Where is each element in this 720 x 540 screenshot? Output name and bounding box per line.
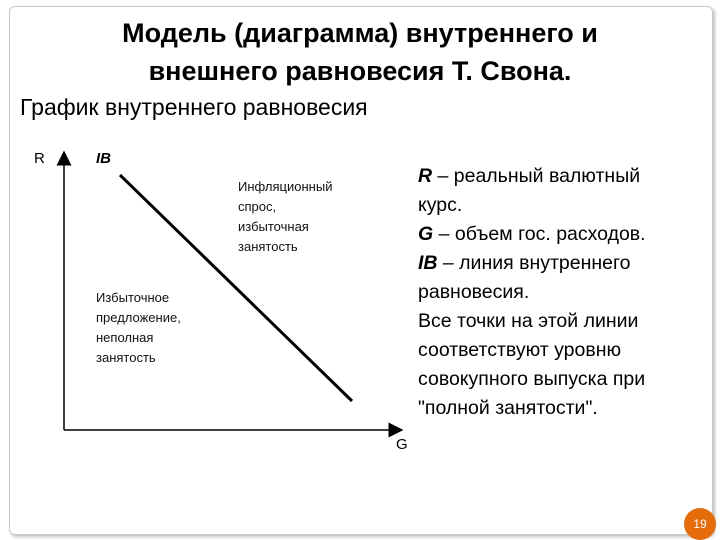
y-axis-label: R: [34, 150, 45, 167]
note-above-line: избыточная: [238, 219, 309, 234]
legend-r-key: R: [418, 165, 433, 187]
legend-note-line: "полной занятости".: [418, 397, 598, 419]
note-below-line: предложение,: [96, 310, 181, 325]
x-axis-label: G: [396, 436, 408, 453]
ib-line-label: IB: [96, 150, 111, 167]
legend-g-key: G: [418, 223, 434, 245]
note-inflationary-demand: [238, 177, 332, 257]
note-excess-supply: [96, 288, 181, 368]
legend-note-line: совокупного выпуска при: [418, 368, 646, 390]
legend-note-line: соответствуют уровню: [418, 339, 622, 361]
slide-subtitle: График внутреннего равновесия: [20, 94, 368, 120]
legend-note-line: Все точки на этой линии: [418, 310, 639, 332]
title-line-2: внешнего равновесия Т. Свона.: [148, 56, 572, 86]
legend-ib: [418, 249, 708, 278]
legend-r-cont: курс.: [418, 194, 463, 216]
legend-r-text: – реальный валютный: [432, 165, 641, 187]
legend-g-text: – объем гос. расходов.: [433, 223, 646, 245]
page-number-badge: 19: [684, 508, 716, 540]
note-below-line: неполная: [96, 330, 154, 345]
legend-r: [418, 162, 708, 191]
legend-ib-cont: равновесия.: [418, 281, 530, 303]
note-above-line: спрос,: [238, 199, 277, 214]
title-line-1: Модель (диаграмма) внутреннего и: [122, 18, 598, 48]
note-below-line: занятость: [96, 350, 156, 365]
legend-ib-key: IB: [418, 252, 438, 274]
note-above-line: Инфляционный: [238, 179, 333, 194]
legend-text: [418, 162, 708, 423]
legend-g: [418, 220, 708, 249]
note-above-line: занятость: [238, 239, 298, 254]
note-below-line: Избыточное: [96, 290, 170, 305]
legend-ib-text: – линия внутреннего: [437, 252, 631, 274]
